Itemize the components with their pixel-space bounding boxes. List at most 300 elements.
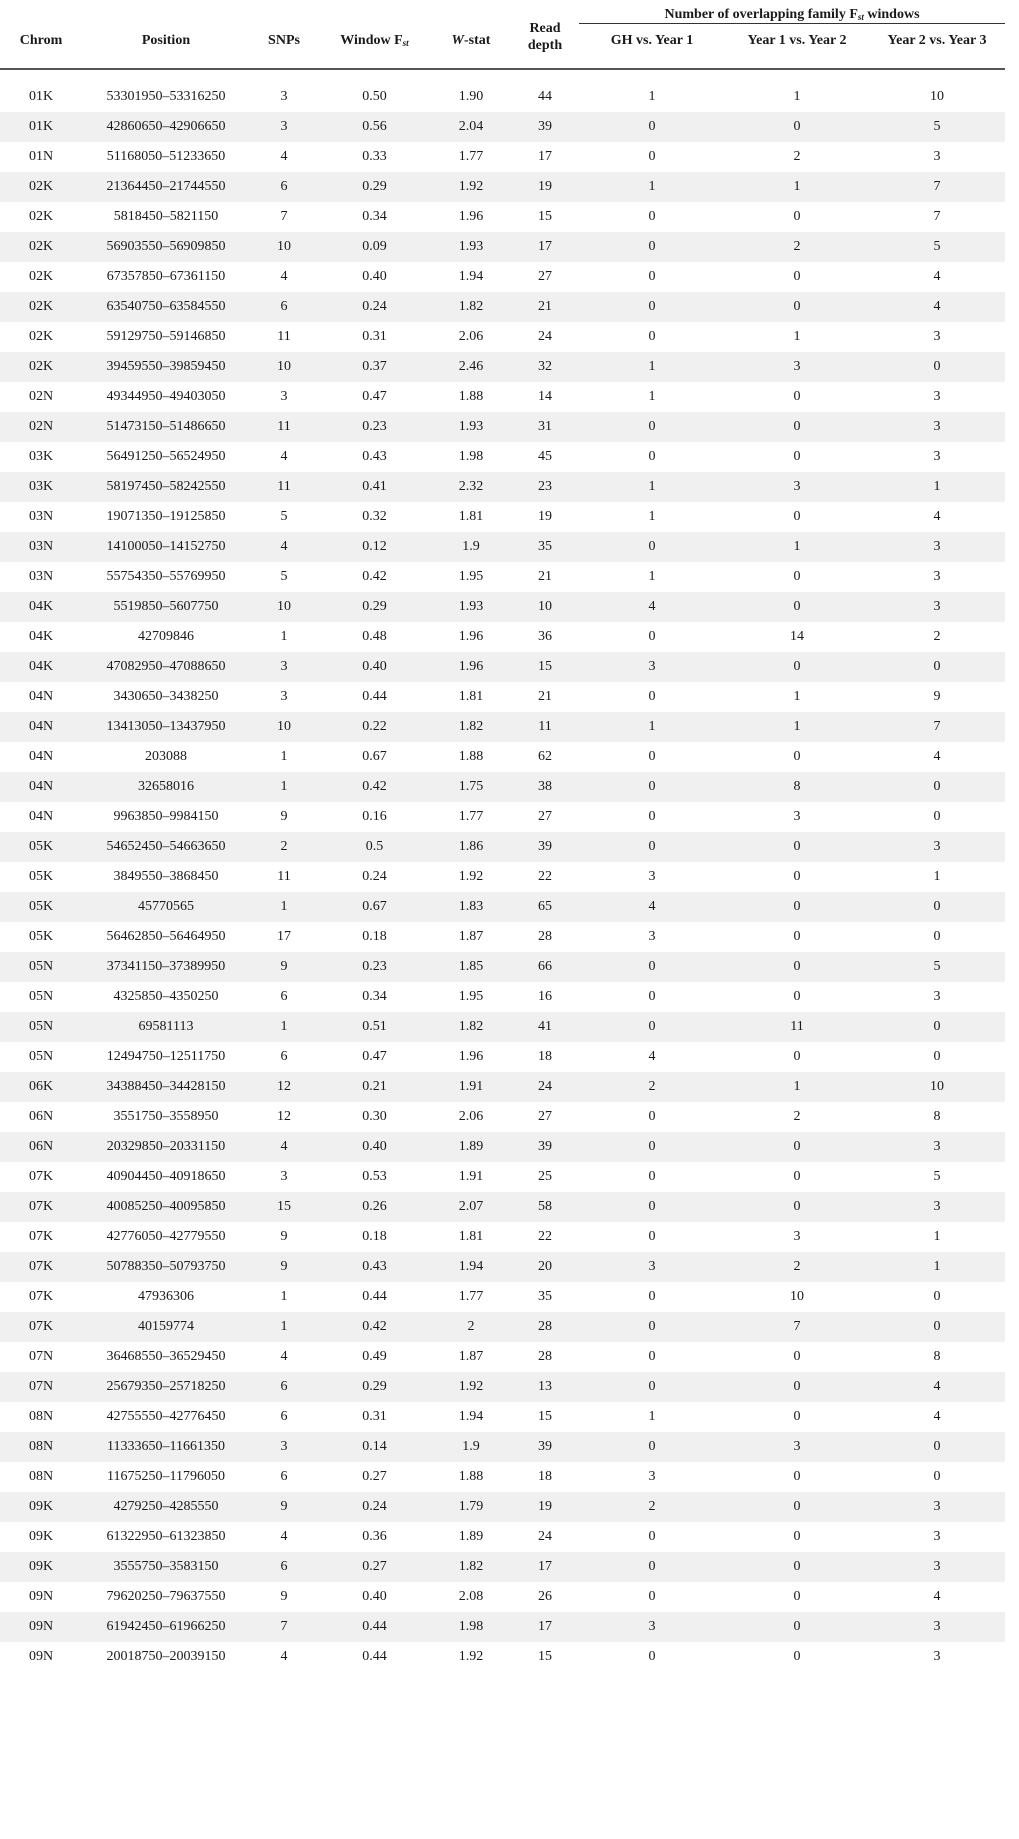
year1-year2-cell: 0 [793,1049,801,1064]
w-stat-cell: 1.92 [458,179,484,194]
snps-cell: 1 [280,899,288,914]
table-row [0,832,1005,862]
read-depth-cell: 19 [538,179,552,194]
chrom-cell: 07K [28,1319,54,1334]
chrom-cell: 08N [28,1409,54,1424]
chrom-cell: 04N [28,689,54,704]
w-stat-cell: 1.91 [458,1169,484,1184]
chrom-cell: 04K [28,629,54,644]
window-fst-cell: 0.44 [362,1619,387,1634]
snps-cell: 1 [280,779,288,794]
window-fst-cell: 0.43 [362,1259,387,1274]
read-depth-cell: 35 [538,539,552,554]
year2-year3-cell: 3 [933,569,941,584]
read-depth-cell: 25 [538,1169,552,1184]
year2-year3-cell: 4 [933,1379,941,1394]
year1-year2-cell: 1 [793,539,801,554]
gh-year1-cell: 0 [648,329,656,344]
year1-year2-cell: 0 [793,1469,801,1484]
snps-cell: 6 [280,1049,288,1064]
gh-year1-cell: 0 [648,1139,656,1154]
table-row [0,1372,1005,1402]
snps-cell: 3 [280,1439,288,1454]
position-cell: 40159774 [138,1319,194,1334]
position-cell: 42776050–42779550 [106,1229,226,1244]
chrom-cell: 07K [28,1199,54,1214]
w-stat-cell: 1.81 [458,1229,484,1244]
gh-year1-cell: 4 [648,899,656,914]
snps-cell: 5 [280,509,288,524]
year1-year2-cell: 0 [793,1139,801,1154]
year1-year2-cell: 1 [793,179,801,194]
gh-year1-cell: 0 [648,1229,656,1244]
snps-cell: 17 [277,929,291,944]
year2-year3-cell: 1 [933,479,941,494]
position-cell: 3849550–3868450 [113,869,219,884]
read-depth-cell: 24 [538,1529,552,1544]
window-fst-cell: 0.29 [362,1379,387,1394]
chrom-cell: 06K [28,1079,54,1094]
gh-year1-cell: 0 [648,839,656,854]
year2-year3-cell: 7 [933,179,941,194]
chrom-cell: 04K [28,659,54,674]
position-cell: 3551750–3558950 [113,1109,219,1124]
year2-year3-cell: 8 [933,1349,941,1364]
year1-year2-cell: 1 [793,329,801,344]
window-fst-cell: 0.34 [362,989,387,1004]
snps-cell: 5 [280,569,288,584]
gh-year1-cell: 1 [648,389,656,404]
window-fst-cell: 0.67 [362,749,387,764]
read-depth-cell: 22 [538,1229,552,1244]
snps-cell: 10 [277,719,291,734]
year2-year3-cell: 3 [933,329,941,344]
window-fst-cell: 0.40 [362,659,387,674]
read-depth-cell: 32 [538,359,552,374]
read-depth-cell: 21 [538,299,552,314]
w-stat-cell: 1.93 [458,239,484,254]
table-row [0,1012,1005,1042]
year2-year3-cell: 4 [933,509,941,524]
year1-year2-cell: 8 [793,779,801,794]
position-cell: 50788350–50793750 [106,1259,226,1274]
year1-year2-cell: 2 [793,149,801,164]
year2-year3-cell: 3 [933,539,941,554]
chrom-cell: 04N [28,809,54,824]
table-row [0,292,1005,322]
read-depth-cell: 31 [538,419,552,434]
position-cell: 3430650–3438250 [113,689,219,704]
year2-year3-cell: 1 [933,1259,941,1274]
year2-year3-cell: 1 [933,869,941,884]
chrom-cell: 09N [28,1619,54,1634]
table-row [0,1222,1005,1252]
gh-year1-cell: 0 [648,1649,656,1664]
table-row [0,1072,1005,1102]
w-stat-cell: 1.75 [458,779,484,794]
year1-year2-cell: 0 [793,419,801,434]
year1-year2-cell: 1 [793,689,801,704]
w-stat-cell: 2 [467,1319,475,1334]
read-depth-cell: 18 [538,1469,552,1484]
year1-year2-cell: 1 [793,1079,801,1094]
read-depth-cell: 17 [538,149,552,164]
chrom-cell: 09K [28,1559,54,1574]
snps-cell: 12 [277,1109,291,1124]
w-stat-cell: 1.95 [458,989,484,1004]
year1-year2-cell: 0 [793,599,801,614]
read-depth-cell: 15 [538,209,552,224]
snps-cell: 6 [280,1469,288,1484]
gh-year1-cell: 0 [648,629,656,644]
year2-year3-cell: 3 [933,1619,941,1634]
w-stat-cell: 1.88 [458,1469,484,1484]
w-stat-cell: 2.04 [458,119,484,134]
w-stat-cell: 2.06 [458,329,484,344]
window-fst-cell: 0.44 [362,1649,387,1664]
position-cell: 34388450–34428150 [106,1079,226,1094]
w-stat-cell: 1.96 [458,629,484,644]
year2-year3-cell: 0 [933,929,941,944]
chrom-cell: 05K [28,899,54,914]
window-fst-cell: 0.29 [362,179,387,194]
w-stat-cell: 2.08 [458,1589,484,1604]
read-depth-cell: 28 [538,1319,552,1334]
header-gh-vs-year1: GH vs. Year 1 [610,33,694,48]
chrom-cell: 06N [28,1109,54,1124]
gh-year1-cell: 3 [648,1259,656,1274]
chrom-cell: 08N [28,1439,54,1454]
window-fst-cell: 0.37 [362,359,387,374]
year1-year2-cell: 0 [793,509,801,524]
header-group-title: Number of overlapping family $F_{st}$ windows [579,0,1005,26]
chrom-cell: 02K [28,359,54,374]
chrom-cell: 05N [28,1019,54,1034]
year2-year3-cell: 0 [933,359,941,374]
w-stat-cell: 1.94 [458,1259,484,1274]
snps-cell: 11 [277,419,291,434]
gh-year1-cell: 0 [648,539,656,554]
table-row [0,622,1005,652]
gh-year1-cell: 2 [648,1499,656,1514]
read-depth-cell: 14 [538,389,552,404]
position-cell: 49344950–49403050 [106,389,226,404]
w-stat-cell: 2.07 [458,1199,484,1214]
table-row [0,1402,1005,1432]
position-cell: 3555750–3583150 [113,1559,219,1574]
table-row [0,682,1005,712]
table-row [0,562,1005,592]
year1-year2-cell: 11 [790,1019,804,1034]
table-row [0,1612,1005,1642]
read-depth-cell: 27 [538,269,552,284]
w-stat-cell: 1.9 [462,539,480,554]
snps-cell: 9 [280,1259,288,1274]
year1-year2-cell: 14 [790,629,804,644]
w-stat-cell: 1.89 [458,1139,484,1154]
read-depth-cell: 39 [538,1139,552,1154]
w-stat-cell: 1.85 [458,959,484,974]
chrom-cell: 05K [28,929,54,944]
window-fst-cell: 0.24 [362,1499,387,1514]
year2-year3-cell: 3 [933,419,941,434]
position-cell: 12494750–12511750 [106,1049,226,1064]
gh-year1-cell: 0 [648,1559,656,1574]
gh-year1-cell: 0 [648,1349,656,1364]
chrom-cell: 07K [28,1229,54,1244]
year2-year3-cell: 0 [933,1319,941,1334]
window-fst-cell: 0.23 [362,959,387,974]
year1-year2-cell: 2 [793,239,801,254]
year2-year3-cell: 3 [933,449,941,464]
year2-year3-cell: 4 [933,1409,941,1424]
position-cell: 19071350–19125850 [106,509,226,524]
read-depth-cell: 27 [538,809,552,824]
year2-year3-cell: 5 [933,119,941,134]
position-cell: 42860650–42906650 [106,119,226,134]
year1-year2-cell: 0 [793,569,801,584]
snps-cell: 3 [280,689,288,704]
year1-year2-cell: 3 [793,1439,801,1454]
position-cell: 13413050–13437950 [106,719,226,734]
year1-year2-cell: 10 [790,1289,804,1304]
position-cell: 4279250–4285550 [113,1499,219,1514]
read-depth-cell: 20 [538,1259,552,1274]
window-fst-cell: 0.48 [362,629,387,644]
year2-year3-cell: 0 [933,1469,941,1484]
read-depth-cell: 44 [538,89,552,104]
window-fst-cell: 0.18 [362,929,387,944]
year1-year2-cell: 0 [793,1349,801,1364]
table-row [0,322,1005,352]
year1-year2-cell: 1 [793,89,801,104]
gh-year1-cell: 1 [648,89,656,104]
header-read-depth: Read depth [527,21,563,53]
w-stat-cell: 2.32 [458,479,484,494]
table-row [0,382,1005,412]
read-depth-cell: 19 [538,509,552,524]
read-depth-cell: 26 [538,1589,552,1604]
window-fst-cell: 0.40 [362,1589,387,1604]
table-row [0,1552,1005,1582]
chrom-cell: 07K [28,1259,54,1274]
window-fst-cell: 0.22 [362,719,387,734]
window-fst-cell: 0.26 [362,1199,387,1214]
table-row [0,1432,1005,1462]
year1-year2-cell: 0 [793,839,801,854]
year1-year2-cell: 1 [793,719,801,734]
w-stat-cell: 2.46 [458,359,484,374]
gh-year1-cell: 0 [648,749,656,764]
chrom-cell: 05K [28,869,54,884]
read-depth-cell: 58 [538,1199,552,1214]
window-fst-cell: 0.27 [362,1559,387,1574]
position-cell: 45770565 [138,899,194,914]
gh-year1-cell: 0 [648,1109,656,1124]
window-fst-cell: 0.24 [362,869,387,884]
window-fst-cell: 0.23 [362,419,387,434]
position-cell: 79620250–79637550 [106,1589,226,1604]
snps-cell: 1 [280,749,288,764]
year2-year3-cell: 7 [933,209,941,224]
w-stat-cell: 1.95 [458,569,484,584]
window-fst-cell: 0.40 [362,269,387,284]
snps-cell: 9 [280,1499,288,1514]
gh-year1-cell: 0 [648,1289,656,1304]
window-fst-cell: 0.47 [362,1049,387,1064]
chrom-cell: 08N [28,1469,54,1484]
year2-year3-cell: 0 [933,659,941,674]
position-cell: 40085250–40095850 [106,1199,226,1214]
table-row [0,1582,1005,1612]
read-depth-cell: 66 [538,959,552,974]
year2-year3-cell: 4 [933,749,941,764]
year1-year2-cell: 3 [793,479,801,494]
read-depth-cell: 41 [538,1019,552,1034]
year2-year3-cell: 4 [933,1589,941,1604]
year1-year2-cell: 0 [793,1619,801,1634]
w-stat-cell: 1.98 [458,449,484,464]
gh-year1-cell: 0 [648,149,656,164]
read-depth-cell: 39 [538,839,552,854]
window-fst-cell: 0.43 [362,449,387,464]
year1-year2-cell: 0 [793,1589,801,1604]
table-row [0,1042,1005,1072]
read-depth-cell: 24 [538,329,552,344]
window-fst-cell: 0.18 [362,1229,387,1244]
window-fst-cell: 0.53 [362,1169,387,1184]
year2-year3-cell: 3 [933,1559,941,1574]
year1-year2-cell: 2 [793,1109,801,1124]
snps-cell: 4 [280,449,288,464]
gh-year1-cell: 0 [648,299,656,314]
position-cell: 5818450–5821150 [113,209,219,224]
window-fst-cell: 0.32 [362,509,387,524]
year2-year3-cell: 3 [933,599,941,614]
position-cell: 69581113 [138,1019,194,1034]
snps-cell: 3 [280,659,288,674]
w-stat-cell: 1.88 [458,389,484,404]
gh-year1-cell: 0 [648,689,656,704]
gh-year1-cell: 0 [648,419,656,434]
position-cell: 25679350–25718250 [106,1379,226,1394]
position-cell: 61322950–61323850 [106,1529,226,1544]
gh-year1-cell: 0 [648,1199,656,1214]
snps-cell: 11 [277,869,291,884]
window-fst-cell: 0.31 [362,1409,387,1424]
chrom-cell: 04K [28,599,54,614]
snps-cell: 6 [280,299,288,314]
year2-year3-cell: 8 [933,1109,941,1124]
read-depth-cell: 39 [538,1439,552,1454]
w-stat-cell: 1.81 [458,689,484,704]
gh-year1-cell: 0 [648,809,656,824]
position-cell: 47082950–47088650 [106,659,226,674]
year1-year2-cell: 0 [793,1559,801,1574]
w-stat-cell: 1.86 [458,839,484,854]
snps-cell: 4 [280,1529,288,1544]
chrom-cell: 03N [28,569,54,584]
chrom-cell: 03N [28,539,54,554]
year2-year3-cell: 3 [933,989,941,1004]
table-row [0,442,1005,472]
header-chrom: Chrom [19,33,63,48]
year2-year3-cell: 3 [933,1499,941,1514]
year1-year2-cell: 0 [793,929,801,944]
chrom-cell: 07K [28,1289,54,1304]
table-row [0,82,1005,112]
year2-year3-cell: 0 [933,1439,941,1454]
read-depth-cell: 45 [538,449,552,464]
position-cell: 59129750–59146850 [106,329,226,344]
window-fst-cell: 0.50 [362,89,387,104]
position-cell: 203088 [145,749,187,764]
chrom-cell: 07N [28,1379,54,1394]
position-cell: 14100050–14152750 [106,539,226,554]
year2-year3-cell: 10 [930,89,944,104]
position-cell: 5519850–5607750 [113,599,219,614]
year2-year3-cell: 3 [933,1199,941,1214]
chrom-cell: 02K [28,269,54,284]
year1-year2-cell: 0 [793,659,801,674]
read-depth-cell: 23 [538,479,552,494]
chrom-cell: 06N [28,1139,54,1154]
table-row [0,1282,1005,1312]
year1-year2-cell: 0 [793,1409,801,1424]
window-fst-cell: 0.16 [362,809,387,824]
year1-year2-cell: 0 [793,1199,801,1214]
chrom-cell: 02K [28,329,54,344]
year1-year2-cell: 0 [793,959,801,974]
position-cell: 37341150–37389950 [106,959,226,974]
year2-year3-cell: 3 [933,1529,941,1544]
window-fst-cell: 0.09 [362,239,387,254]
gh-year1-cell: 0 [648,269,656,284]
gh-year1-cell: 3 [648,1469,656,1484]
read-depth-cell: 38 [538,779,552,794]
year2-year3-cell: 10 [930,1079,944,1094]
year2-year3-cell: 0 [933,1049,941,1064]
read-depth-cell: 15 [538,1409,552,1424]
w-stat-cell: 1.79 [458,1499,484,1514]
chrom-cell: 02N [28,389,54,404]
snps-cell: 6 [280,1379,288,1394]
read-depth-cell: 17 [538,1559,552,1574]
year1-year2-cell: 7 [793,1319,801,1334]
table-row [0,1132,1005,1162]
w-stat-cell: 1.77 [458,809,484,824]
w-stat-cell: 1.77 [458,1289,484,1304]
snps-cell: 3 [280,1169,288,1184]
read-depth-cell: 17 [538,1619,552,1634]
chrom-cell: 04N [28,779,54,794]
read-depth-cell: 24 [538,1079,552,1094]
w-stat-cell: 1.90 [458,89,484,104]
read-depth-cell: 19 [538,1499,552,1514]
gh-year1-cell: 0 [648,779,656,794]
year1-year2-cell: 0 [793,989,801,1004]
year1-year2-cell: 2 [793,1259,801,1274]
read-depth-cell: 28 [538,929,552,944]
read-depth-cell: 36 [538,629,552,644]
window-fst-cell: 0.34 [362,209,387,224]
snps-cell: 9 [280,959,288,974]
year2-year3-cell: 7 [933,719,941,734]
gh-year1-cell: 0 [648,1589,656,1604]
read-depth-cell: 65 [538,899,552,914]
table-row [0,142,1005,172]
w-stat-cell: 1.91 [458,1079,484,1094]
